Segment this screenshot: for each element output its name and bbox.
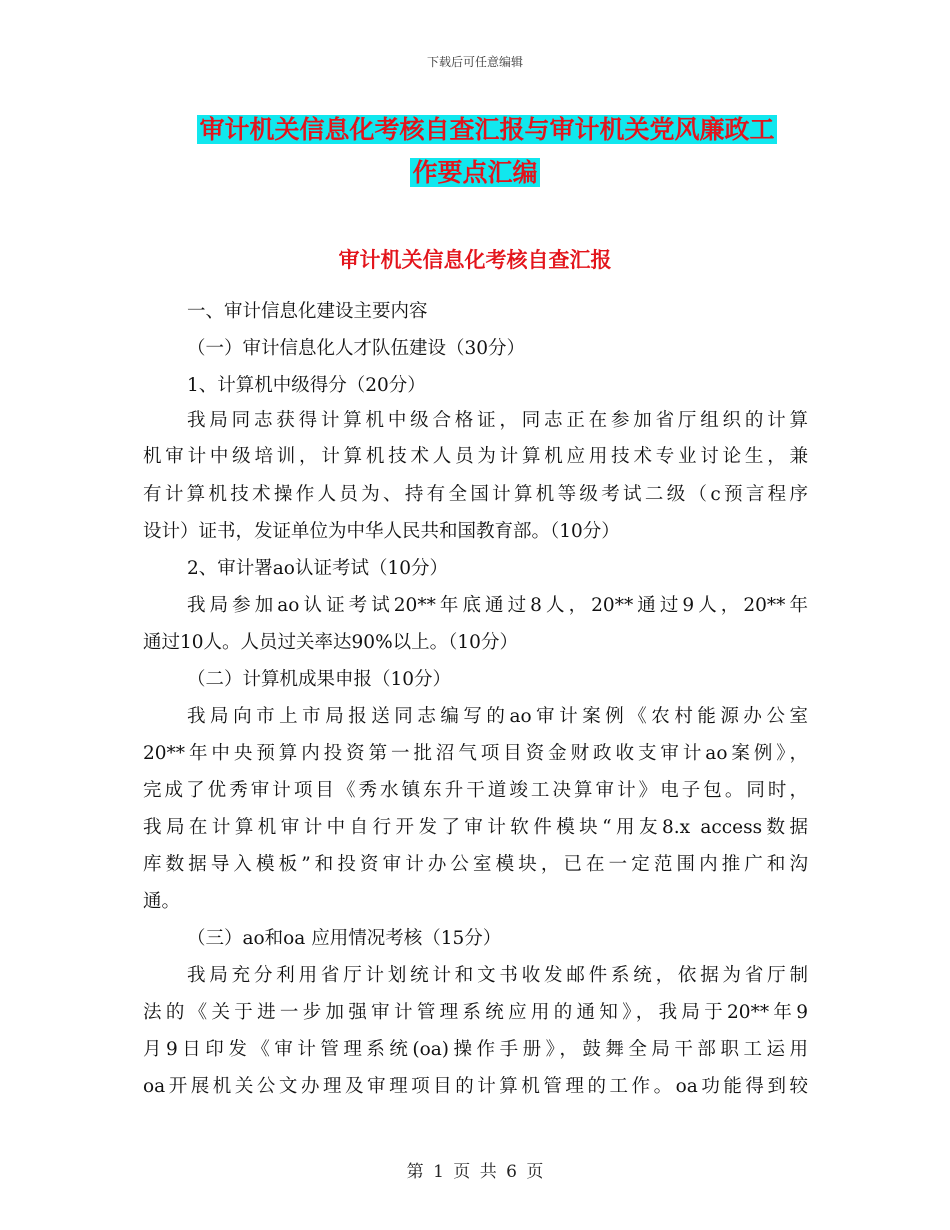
paragraph-line: 法的《关于进一步加强审计管理系统应用的通知》，我局于20**年9 [143, 1002, 808, 1023]
heading-level-3: 1、计算机中级得分（20分） [187, 375, 426, 396]
paragraph-line: oa开展机关公文办理及审理项目的计算机管理的工作。oa功能得到较 [143, 1076, 808, 1097]
paragraph-line: 月9日印发《审计管理系统(oa)操作手册》，鼓舞全局干部职工运用 [143, 1039, 808, 1060]
paragraph-line: 我局在计算机审计中自行开发了审计软件模块“用友8.x access数据 [143, 817, 808, 838]
paragraph-line: 有计算机技术操作人员为、持有全国计算机等级考试二级（c预言程序 [143, 484, 808, 505]
document-title-line-1: 审计机关信息化考核自查汇报与审计机关党风廉政工 [199, 115, 775, 144]
paragraph-line: 我局向市上市局报送同志编写的ao审计案例《农村能源办公室 [187, 706, 808, 727]
document-title-line-2: 作要点汇编 [412, 158, 538, 187]
heading-level-2: （三）ao和oa 应用情况考核（15分） [187, 928, 502, 949]
paragraph-line: 通过10人。人员过关率达90%以上。（10分） [143, 632, 518, 653]
section-title: 审计机关信息化考核自查汇报 [338, 248, 612, 272]
header-note: 下载后可任意编辑 [426, 55, 523, 69]
paragraph-line: 我局参加ao认证考试20**年底通过8人，20**通过9人，20**年 [187, 595, 808, 616]
page-footer: 第 1 页 共 6 页 [406, 1162, 544, 1182]
heading-level-2: （二）计算机成果申报（10分） [187, 669, 452, 690]
paragraph-line: 通。 [143, 891, 181, 912]
paragraph-line: 我局同志获得计算机中级合格证，同志正在参加省厅组织的计算 [187, 410, 808, 431]
paragraph-line: 设计）证书，发证单位为中华人民共和国教育部。（10分） [143, 521, 620, 542]
heading-level-2: （一）审计信息化人才队伍建设（30分） [187, 338, 526, 359]
paragraph-line: 20**年中央预算内投资第一批沼气项目资金财政收支审计ao案例》， [143, 743, 808, 764]
paragraph-line: 机审计中级培训，计算机技术人员为计算机应用技术专业讨论生，兼 [143, 446, 808, 467]
heading-level-1: 一、审计信息化建设主要内容 [187, 301, 428, 322]
paragraph-line: 我局充分利用省厅计划统计和文书收发邮件系统，依据为省厅制 [187, 965, 808, 986]
paragraph-line: 库数据导入模板”和投资审计办公室模块，已在一定范围内推广和沟 [143, 854, 808, 875]
paragraph-line: 完成了优秀审计项目《秀水镇东升干道竣工决算审计》电子包。同时， [143, 780, 808, 801]
heading-level-3: 2、审计署ao认证考试（10分） [187, 558, 448, 579]
